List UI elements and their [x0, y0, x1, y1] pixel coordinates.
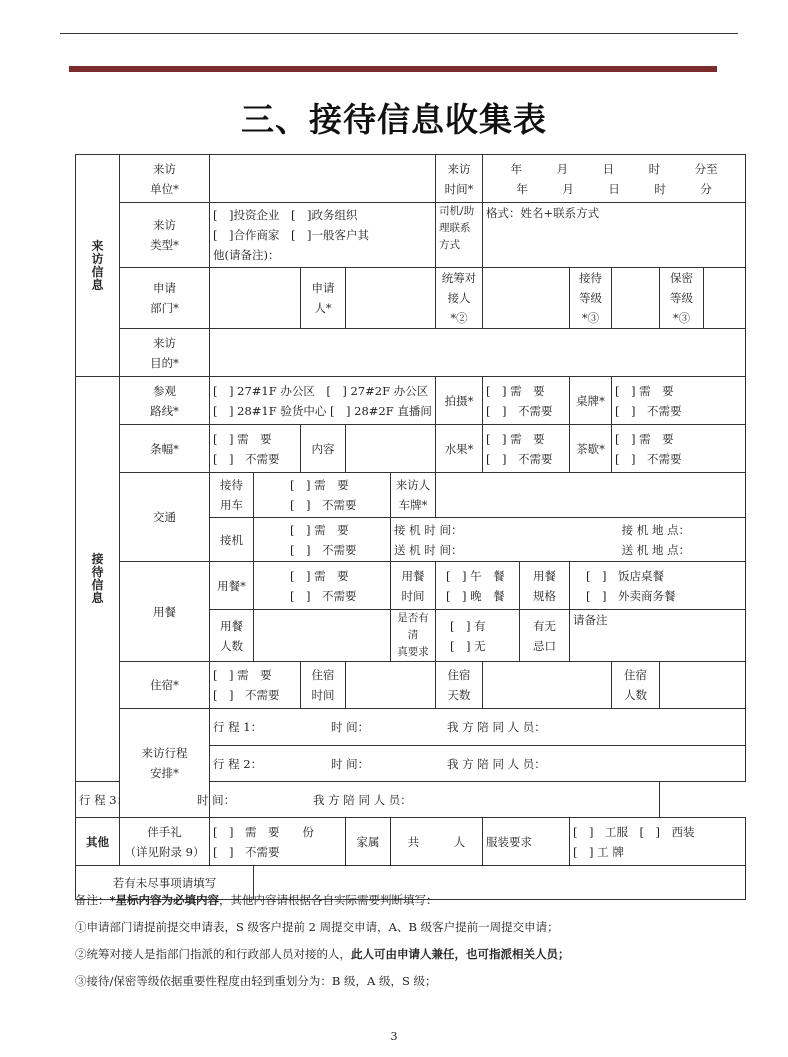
coordinator-label: 统筹对 接人*② — [436, 268, 483, 329]
fruit-label: 水果* — [436, 425, 483, 473]
photo-options[interactable]: [ ] 需 要 [ ] 不需要 — [483, 377, 570, 425]
meal-spec-options[interactable]: [ ] 饭店桌餐 [ ] 外卖商务餐 — [570, 562, 746, 610]
stay-label: 住宿* — [120, 662, 210, 709]
pickup-label: 接机 — [210, 518, 254, 562]
stay-people-field[interactable] — [660, 662, 746, 709]
itinerary-row-2[interactable]: 行 程 2： 时 间： 我 方 陪 同 人 员： — [210, 746, 746, 782]
photo-label: 拍摄* — [436, 377, 483, 425]
driver-contact-field[interactable]: 格式：姓名+联系方式 — [483, 203, 746, 268]
visitor-plate-label: 来访人 车牌* — [391, 473, 436, 518]
banner-label: 条幅* — [120, 425, 210, 473]
taboo-label: 有无 忌口 — [520, 610, 570, 662]
header-thick-rule — [69, 66, 717, 72]
reception-info-table — [75, 154, 746, 900]
tea-break-label: 茶歇* — [570, 425, 612, 473]
page-title: 三、接待信息收集表 — [241, 100, 547, 139]
meal-count-label: 用餐 人数 — [210, 610, 254, 662]
banner-content-field[interactable] — [346, 425, 436, 473]
note-2: ②统筹对接人是指部门指派的和行政部人员对接的人，此人可由申请人兼任，也可指派相关人员； — [75, 947, 570, 961]
apply-dept-label: 申请 部门* — [120, 268, 210, 329]
halal-options[interactable]: [ ] 有 [ ] 无 — [436, 610, 520, 662]
family-count-field[interactable]: 共 人 — [391, 818, 483, 866]
applicant-field[interactable] — [346, 268, 436, 329]
itinerary-row-3[interactable]: 行 程 3： 时 间： 我 方 陪 同 人 员： — [76, 782, 660, 818]
secrecy-level-label: 保密 等级*③ — [660, 268, 704, 329]
gift-options[interactable]: [ ] 需 要 份 [ ] 不需要 — [210, 818, 346, 866]
applicant-label: 申请 人* — [301, 268, 346, 329]
stay-time-label: 住宿 时间 — [301, 662, 346, 709]
apply-dept-field[interactable] — [210, 268, 301, 329]
stay-time-field[interactable] — [346, 662, 436, 709]
coordinator-field[interactable] — [483, 268, 570, 329]
visit-purpose-field[interactable] — [210, 329, 746, 377]
banner-options[interactable]: [ ] 需 要 [ ] 不需要 — [210, 425, 301, 473]
meal-label: 用餐 — [120, 562, 210, 662]
itinerary-row-1[interactable]: 行 程 1： 时 间： 我 方 陪 同 人 员： — [210, 709, 746, 746]
driver-contact-label: 司机/助 理联系 方式 — [436, 203, 483, 268]
visit-route-options[interactable]: [ ] 27#1F 办公区 [ ] 27#2F 办公区 [ ] 28#1F 验货中心 [ ] 28#2F 直播间 — [210, 377, 436, 425]
halal-label: 是否有清 真要求 — [391, 610, 436, 662]
pickup-details[interactable]: 接 机 时 间： 接 机 地 点： 送 机 时 间： 送 机 地 点： — [391, 518, 746, 562]
meal-need-options[interactable]: [ ] 需 要 [ ] 不需要 — [254, 562, 391, 610]
visit-type-label: 来访 类型* — [120, 203, 210, 268]
stay-options[interactable]: [ ] 需 要 [ ] 不需要 — [210, 662, 301, 709]
visit-route-label: 参观 路线* — [120, 377, 210, 425]
table-sign-label: 桌牌* — [570, 377, 612, 425]
section-visit-info: 来访信息 — [76, 155, 120, 377]
visit-time-field[interactable]: 年 月 日 时 分至 年 月 日 时 分 — [483, 155, 746, 203]
visit-purpose-label: 来访 目的* — [120, 329, 210, 377]
meal-time-options[interactable]: [ ] 午 餐 [ ] 晚 餐 — [436, 562, 520, 610]
section-reception-info: 接待信息 — [76, 377, 120, 782]
note-3: ③接待/保密等级依据重要性程度由轻到重划分为：B 级，A 级，S 级； — [75, 974, 437, 988]
visitor-plate-field[interactable] — [436, 473, 746, 518]
stay-days-label: 住宿 天数 — [436, 662, 483, 709]
stay-days-field[interactable] — [483, 662, 612, 709]
unfinished-items-label: 若有未尽事项请填写 — [76, 866, 254, 900]
secrecy-level-field[interactable] — [704, 268, 746, 329]
taboo-remark-field[interactable]: 请备注 — [570, 610, 746, 662]
dress-code-options[interactable]: [ ] 工服 [ ] 西装 [ ] 工 牌 — [570, 818, 746, 866]
banner-content-label: 内容 — [301, 425, 346, 473]
itinerary-label: 来访行程 安排* — [120, 709, 210, 818]
note-required: 备注：*星标内容为必填内容，其他内容请根据各自实际需要判断填写： — [75, 893, 438, 907]
reception-level-field[interactable] — [612, 268, 660, 329]
reception-car-label: 接待 用车 — [210, 473, 254, 518]
tea-break-options[interactable]: [ ] 需 要 [ ] 不需要 — [612, 425, 746, 473]
family-label: 家属 — [346, 818, 391, 866]
visit-unit-label: 来访 单位* — [120, 155, 210, 203]
visit-type-options[interactable]: [ ]投资企业 [ ]政务组织 [ ]合作商家 [ ]一般客户其 他(请备注)： — [210, 203, 436, 268]
pickup-options[interactable]: [ ] 需 要 [ ] 不需要 — [254, 518, 391, 562]
visit-unit-field[interactable] — [210, 155, 436, 203]
traffic-label: 交通 — [120, 473, 210, 562]
meal-count-field[interactable] — [254, 610, 391, 662]
gift-label: 伴手礼 （详见附录 9） — [120, 818, 210, 866]
note-1: ①申请部门请提前提交申请表，S 级客户提前 2 周提交申请，A、B 级客户提前一周提交申请； — [75, 920, 559, 934]
dress-code-label: 服装要求 — [483, 818, 570, 866]
reception-car-options[interactable]: [ ] 需 要 [ ] 不需要 — [254, 473, 391, 518]
meal-spec-label: 用餐 规格 — [520, 562, 570, 610]
meal-time-label: 用餐 时间 — [391, 562, 436, 610]
visit-time-label: 来访 时间* — [436, 155, 483, 203]
fruit-options[interactable]: [ ] 需 要 [ ] 不需要 — [483, 425, 570, 473]
reception-level-label: 接待 等级*③ — [570, 268, 612, 329]
stay-people-label: 住宿 人数 — [612, 662, 660, 709]
meal-need-label: 用餐* — [210, 562, 254, 610]
page-number: 3 — [390, 1030, 398, 1043]
header-thin-rule — [60, 33, 738, 34]
section-other: 其他 — [76, 818, 120, 866]
table-sign-options[interactable]: [ ] 需 要 [ ] 不需要 — [612, 377, 746, 425]
